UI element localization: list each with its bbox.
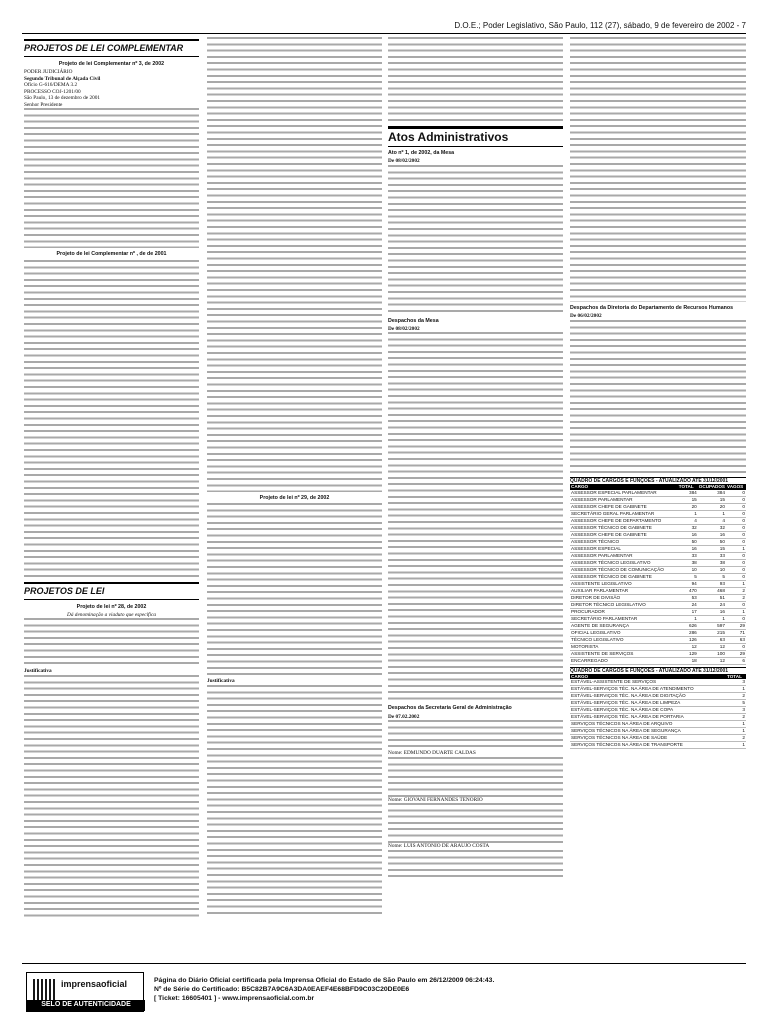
section-title-lei-complementar: PROJETOS DE LEI COMPLEMENTAR	[24, 39, 199, 57]
act-date: De 08/02/2002	[388, 158, 420, 165]
body-text	[388, 37, 563, 122]
table-cell: PROCURADOR	[570, 608, 678, 615]
table-row	[570, 559, 746, 566]
table-cell: 63	[698, 636, 726, 643]
bill-title-1: Projeto de lei Complementar nº 3, de 2002	[58, 60, 165, 67]
cert-line: Página do Diário Oficial certificada pela Imprensa Oficial do Estado de São Paulo em 26/12/2009 06:24:43.	[154, 977, 495, 984]
table-row	[570, 538, 746, 545]
table-caption-2: QUADRO DE CARGOS E FUNÇÕES - ATUALIZADO ATÉ 31/12/2001	[570, 667, 746, 674]
table-row	[570, 707, 746, 714]
table-cell: 0	[726, 601, 746, 608]
servant-name: Nome: GIOVANI FERNANDES TENORIO	[388, 796, 483, 803]
table-header: CARGO	[570, 674, 726, 680]
table-cell: 1	[698, 510, 726, 517]
table-cell: 0	[726, 496, 746, 503]
despachos-drh-title: Despachos da Diretoria do Departamento de Recursos Humanos	[570, 305, 734, 311]
table-cell: ESTÁVEL-ASSISTENTE DE SERVIÇOS	[570, 679, 726, 686]
table-row	[570, 721, 746, 728]
table-cell: 6	[726, 657, 746, 664]
table-row	[570, 629, 746, 636]
table-cell: 384	[678, 490, 698, 497]
table-cell: OFICIAL LEGISLATIVO	[570, 629, 678, 636]
table-cell: 0	[726, 552, 746, 559]
table-cell: SERVIÇOS TÉCNICOS NA ÁREA DE SAÚDE	[570, 735, 726, 742]
table-row	[570, 573, 746, 580]
column-4	[570, 37, 746, 917]
table-cell: 4	[698, 517, 726, 524]
table-cell: SECRETÁRIO PARLAMENTAR	[570, 615, 678, 622]
table-cell: 126	[678, 636, 698, 643]
bill-subtitle: Dá denominação a viaduto que especifica	[67, 612, 156, 619]
body-text	[24, 108, 199, 248]
table-cell: 3	[726, 707, 746, 714]
meta-line: Ofício G-616/DEMA 3.2	[24, 82, 78, 89]
positions-table	[570, 484, 746, 665]
meta-line: PROCESSO COJ-1201/00	[24, 88, 81, 95]
table-cell: ENCARREGADO	[570, 657, 678, 664]
servant-name: Nome: LUIS ANTONIO DE ARAUJO COSTA	[388, 843, 490, 850]
despachos-mesa-date: De 08/02/2002	[388, 325, 420, 332]
table-cell: ASSESSOR ESPECIAL	[570, 545, 678, 552]
body-text	[570, 37, 746, 302]
table-cell: 16	[698, 531, 726, 538]
table-cell: 1	[726, 742, 746, 749]
table-cell: ASSESSOR TÉCNICO	[570, 538, 678, 545]
servant-name: Nome: EDMUNDO DUARTE CALDAS	[388, 750, 476, 757]
page-header: D.O.E.; Poder Legislativo, São Paulo, 112 (27), sábado, 9 de fevereiro de 2002 - 7	[454, 21, 746, 30]
table-cell: 20	[678, 503, 698, 510]
logo-text: imprensaoficial	[61, 979, 128, 989]
table-cell: 0	[726, 573, 746, 580]
body-text	[388, 332, 563, 702]
table-cell: 16	[678, 531, 698, 538]
body-text	[570, 320, 746, 475]
table-cell: 5	[726, 700, 746, 707]
table-cell: 94	[678, 580, 698, 587]
column-1	[24, 37, 199, 917]
despachos-mesa-title: Despachos da Mesa	[388, 317, 439, 324]
column-2	[207, 37, 382, 917]
authenticity-seal: SELO DE AUTENTICIDADE	[27, 1000, 145, 1011]
table-cell: SECRETÁRIO GERAL PARLAMENTAR	[570, 510, 678, 517]
table-cell: 215	[698, 629, 726, 636]
table-cell: 0	[726, 517, 746, 524]
justification-label: Justificativa	[24, 668, 52, 675]
despachos-sga-title: Despachos da Secretaria Geral de Administração	[388, 705, 512, 712]
table-cell: 1	[678, 615, 698, 622]
table-cell: AGENTE DE SEGURANÇA	[570, 622, 678, 629]
table-cell: 29	[726, 622, 746, 629]
table-cell: 20	[698, 503, 726, 510]
table-cell: 0	[726, 615, 746, 622]
table-cell: 3	[726, 679, 746, 686]
table-cell: 16	[678, 545, 698, 552]
table-cell: ASSISTENTE LEGISLATIVO	[570, 580, 678, 587]
page-footer	[22, 963, 746, 1015]
body-text	[207, 37, 382, 492]
table-cell: 2	[726, 693, 746, 700]
table-cell: 286	[678, 629, 698, 636]
table-row	[570, 643, 746, 650]
table-cell: 0	[726, 524, 746, 531]
table-cell: 24	[698, 601, 726, 608]
body-text	[388, 850, 563, 880]
table-row	[570, 510, 746, 517]
table-row	[570, 714, 746, 721]
justification-label: Justificativa	[207, 678, 235, 685]
table-header: TOTAL	[726, 674, 746, 680]
table-cell: SERVIÇOS TÉCNICOS NA ÁREA DE ARQUIVO	[570, 721, 726, 728]
table-cell: 15	[698, 496, 726, 503]
table-row	[570, 594, 746, 601]
meta-line: Senhor Presidente	[24, 101, 63, 108]
qr-code-icon	[33, 979, 55, 1001]
table-cell: 10	[678, 566, 698, 573]
table-row	[570, 693, 746, 700]
body-text	[207, 503, 382, 678]
table-cell: ASSESSOR TÉCNICO LEGISLATIVO	[570, 559, 678, 566]
bill-title-3: Projeto de lei nº 28, de 2002	[76, 603, 147, 610]
table-cell: 93	[698, 580, 726, 587]
table-cell: 2	[726, 735, 746, 742]
table-cell: 1	[726, 608, 746, 615]
table-cell: 0	[726, 559, 746, 566]
table-cell: 2	[726, 714, 746, 721]
despachos-sga-date: De 07.02.2002	[388, 713, 420, 720]
table-row	[570, 531, 746, 538]
act-title: Ato nº 1, de 2002, da Mesa	[388, 149, 455, 156]
body-text	[388, 757, 563, 797]
table-row	[570, 657, 746, 664]
table-cell: 63	[726, 636, 746, 643]
table-row	[570, 700, 746, 707]
functions-table	[570, 674, 746, 750]
table-cell: 18	[678, 657, 698, 664]
table-row	[570, 735, 746, 742]
table-cell: 100	[698, 650, 726, 657]
table-cell: 129	[678, 650, 698, 657]
table-cell: SERVIÇOS TÉCNICOS NA ÁREA DE TRANSPORTE	[570, 742, 726, 749]
section-title-atos: Atos Administrativos	[388, 126, 563, 147]
table-cell: 5	[678, 573, 698, 580]
cert-ticket-link[interactable]: [ Ticket: 16605401 ] - www.imprensaoficial.com.br	[154, 995, 315, 1002]
table-row	[570, 503, 746, 510]
table-cell: 1	[678, 510, 698, 517]
table-cell: 1	[726, 580, 746, 587]
table-cell: 0	[726, 643, 746, 650]
table-row	[570, 566, 746, 573]
table-row	[570, 545, 746, 552]
cert-serial: Nº de Série do Certificado: B5C82B7A9C6A3DA0EAEF4E68BFD9C03C20DE0E6	[154, 986, 410, 993]
table-row	[570, 587, 746, 594]
table-cell: ASSESSOR TÉCNICO DE GABINETE	[570, 524, 678, 531]
table-cell: 0	[726, 503, 746, 510]
body-text	[24, 675, 199, 917]
table-cell: ASSESSOR TÉCNICO DE COMUNICAÇÃO	[570, 566, 678, 573]
table-cell: 597	[698, 622, 726, 629]
table-cell: ESTÁVEL-SERVIÇOS TÉC. NA ÁREA DE LIMPEZA	[570, 700, 726, 707]
table-cell: MOTORISTA	[570, 643, 678, 650]
table-cell: 12	[698, 643, 726, 650]
table-header: CARGO	[570, 484, 678, 490]
table-cell: ASSESSOR TÉCNICO DE GABINETE	[570, 573, 678, 580]
section-title-lei: PROJETOS DE LEI	[24, 582, 199, 600]
table-row	[570, 608, 746, 615]
bill-title-4: Projeto de lei nº 29, de 2002	[259, 495, 330, 501]
table-cell: 12	[698, 657, 726, 664]
certification-text	[154, 976, 494, 1003]
table-row	[570, 496, 746, 503]
table-cell: 0	[726, 510, 746, 517]
table-cell: 1	[726, 545, 746, 552]
body-text	[24, 618, 199, 668]
table-cell: ASSESSOR PARLAMENTAR	[570, 496, 678, 503]
column-3	[388, 37, 563, 917]
table-row	[570, 686, 746, 693]
meta-line: Segundo Tribunal de Alçada Civil	[24, 75, 101, 82]
table-cell: 51	[698, 594, 726, 601]
table-cell: 2	[726, 587, 746, 594]
header-rule	[22, 33, 746, 34]
imprensa-oficial-logo	[26, 972, 144, 1012]
table-row	[570, 524, 746, 531]
bill-1-meta	[24, 69, 199, 108]
table-cell: ESTÁVEL-SERVIÇOS TÉC. NA ÁREA DE COPA	[570, 707, 726, 714]
table-cell: 33	[678, 552, 698, 559]
table-cell: 71	[726, 629, 746, 636]
table-cell: ASSESSOR CHEFE DE GABINETE	[570, 503, 678, 510]
table-cell: 53	[678, 594, 698, 601]
table-cell: 17	[678, 608, 698, 615]
table-cell: 33	[698, 552, 726, 559]
table-cell: 1	[726, 721, 746, 728]
table-cell: ASSESSOR CHEFE DE DEPARTAMENTO	[570, 517, 678, 524]
table-row	[570, 728, 746, 735]
table-cell: ESTÁVEL-SERVIÇOS TÉC. NA ÁREA DE ATENDIMENTO	[570, 686, 726, 693]
meta-line: São Paulo, 13 de dezembro de 2001	[24, 95, 101, 102]
table-row	[570, 650, 746, 657]
table-header: VAGOS	[726, 484, 746, 490]
table-cell: 0	[726, 566, 746, 573]
table-cell: 1	[726, 728, 746, 735]
table-cell: 5	[698, 573, 726, 580]
table-cell: 15	[698, 545, 726, 552]
table-cell: ASSESSOR ESPECIAL PARLAMENTAR	[570, 490, 678, 497]
table-row	[570, 636, 746, 643]
body-text	[388, 720, 563, 750]
table-cell: 24	[678, 601, 698, 608]
table-cell: 12	[678, 643, 698, 650]
body-text	[24, 260, 199, 580]
despachos-drh-date: De 06/02/2002	[570, 313, 602, 320]
table-row	[570, 742, 746, 749]
table-cell: 0	[726, 490, 746, 497]
table-row	[570, 552, 746, 559]
table-cell: 0	[726, 538, 746, 545]
table-row	[570, 580, 746, 587]
table-cell: SERVIÇOS TÉCNICOS NA ÁREA DE SEGURANÇA	[570, 728, 726, 735]
table-row	[570, 622, 746, 629]
table-cell: AUXILIAR PARLAMENTAR	[570, 587, 678, 594]
meta-line: PODER JUDICIÁRIO	[24, 69, 73, 76]
table-cell: 38	[698, 559, 726, 566]
table-cell: 32	[678, 524, 698, 531]
table-cell: 50	[678, 538, 698, 545]
table-cell: 468	[698, 587, 726, 594]
table-cell: 50	[698, 538, 726, 545]
table-header: OCUPADOS	[698, 484, 725, 489]
bill-title-2: Projeto de lei Complementar nº , de de 2001	[56, 251, 167, 258]
table-row	[570, 601, 746, 608]
table-cell: 1	[698, 615, 726, 622]
table-row	[570, 615, 746, 622]
table-cell: DIRETOR DE DIVISÃO	[570, 594, 678, 601]
table-cell: TÉCNICO LEGISLATIVO	[570, 636, 678, 643]
body-text	[388, 165, 563, 315]
table-cell: 16	[698, 608, 726, 615]
table-cell: 470	[678, 587, 698, 594]
table-cell: 10	[698, 566, 726, 573]
table-cell: 15	[678, 496, 698, 503]
table-cell: DIRETOR TÉCNICO LEGISLATIVO	[570, 601, 678, 608]
body-text	[388, 803, 563, 843]
table-cell: ASSISTENTE DE SERVIÇOS	[570, 650, 678, 657]
table-cell: 4	[678, 517, 698, 524]
table-cell: 1	[726, 686, 746, 693]
table-caption: QUADRO DE CARGOS E FUNÇÕES - ATUALIZADO ATÉ 31/12/2001	[570, 477, 746, 484]
table-cell: 29	[726, 650, 746, 657]
table-cell: 626	[678, 622, 698, 629]
table-cell: ESTÁVEL-SERVIÇOS TÉC. NA ÁREA DE PORTARIA	[570, 714, 726, 721]
body-text	[207, 685, 382, 917]
table-cell: ASSESSOR CHEFE DE GABINETE	[570, 531, 678, 538]
table-cell: 32	[698, 524, 726, 531]
table-header: TOTAL	[678, 484, 698, 490]
table-cell: 0	[726, 531, 746, 538]
table-cell: 38	[678, 559, 698, 566]
table-cell: ESTÁVEL-SERVIÇOS TÉC. NA ÁREA DE DIGITAÇÃO	[570, 693, 726, 700]
table-cell: 384	[698, 490, 726, 497]
table-row	[570, 517, 746, 524]
table-cell: 2	[726, 594, 746, 601]
table-cell: ASSESSOR PARLAMENTAR	[570, 552, 678, 559]
